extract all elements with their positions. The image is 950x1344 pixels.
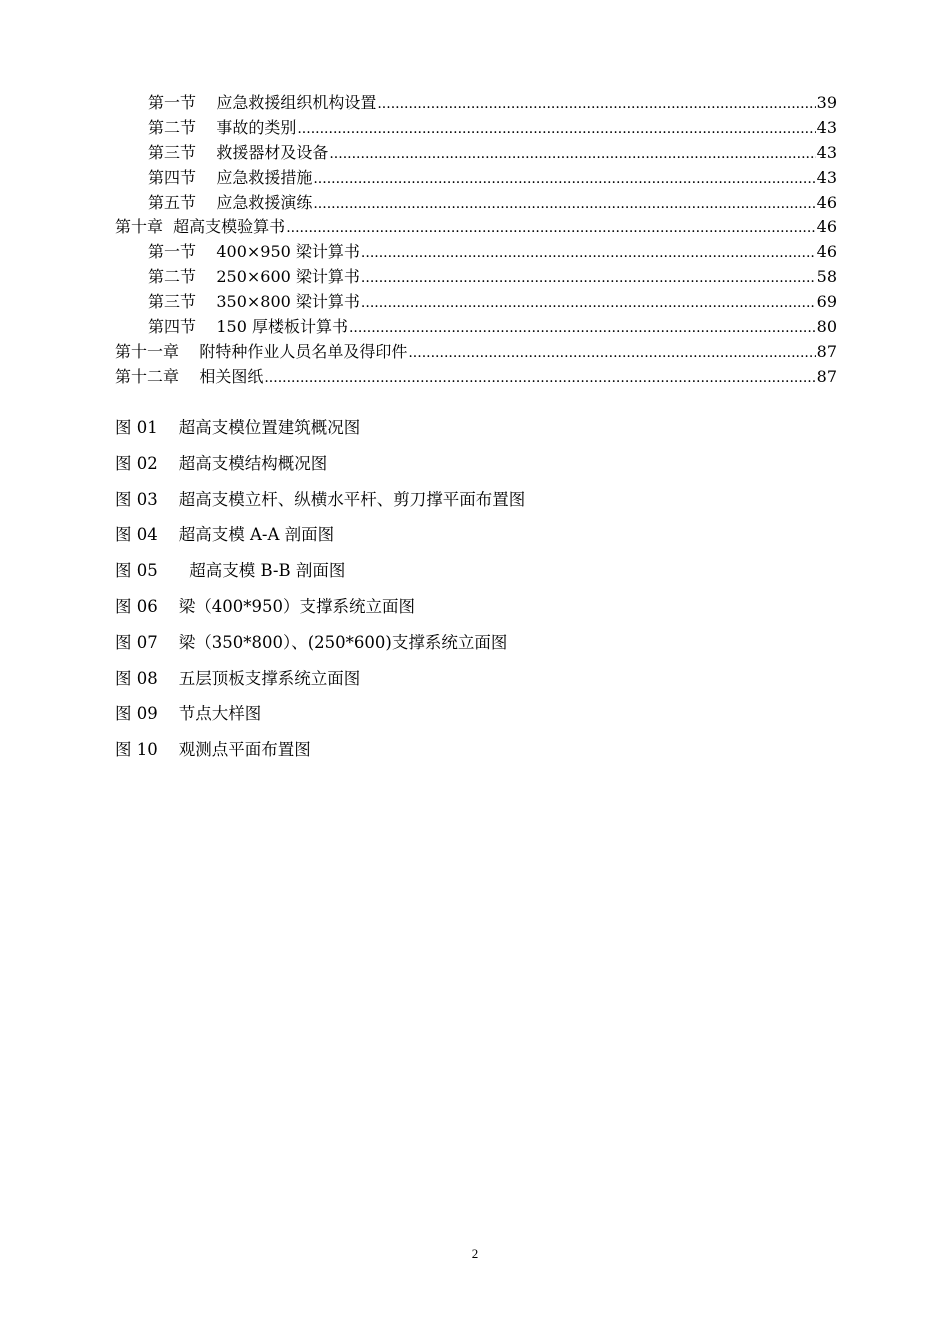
toc-entry-page: 46 xyxy=(816,192,837,212)
toc-entry[interactable] xyxy=(115,365,837,390)
toc-entry[interactable] xyxy=(115,340,837,365)
figure-entry: 图 03 超高支模立杆、纵横水平杆、剪刀撑平面布置图 xyxy=(115,489,526,509)
figure-entry: 图 10 观测点平面布置图 xyxy=(115,740,311,760)
toc-entry-page: 58 xyxy=(816,267,837,287)
toc-entry-label: 第十二章 相关图纸 xyxy=(115,366,264,386)
toc-entry-label: 第十章 超高支模验算书 xyxy=(115,217,286,237)
toc-leader xyxy=(361,240,816,266)
toc-entry-label: 第三节 救援器材及设备 xyxy=(148,142,329,162)
toc-entry-page: 69 xyxy=(816,292,837,312)
figure-entry: 图 02 超高支模结构概况图 xyxy=(115,453,328,473)
toc-entry[interactable] xyxy=(115,166,837,191)
toc-leader xyxy=(313,191,815,217)
figure-list xyxy=(115,415,525,773)
toc-entry-label: 第二节 250×600 梁计算书 xyxy=(148,267,360,287)
toc-leader xyxy=(361,265,816,291)
toc-entry-label: 第一节 400×950 梁计算书 xyxy=(148,242,360,262)
toc-entry-label: 第十一章 附特种作业人员名单及得印件 xyxy=(115,341,408,361)
toc-leader xyxy=(408,340,815,366)
toc-leader xyxy=(264,365,815,391)
toc-entry-page: 39 xyxy=(816,93,837,112)
toc-entry[interactable] xyxy=(115,141,837,166)
toc-entry[interactable] xyxy=(115,290,837,315)
figure-entry: 图 05 超高支模 B-B 剖面图 xyxy=(115,561,346,581)
figure-entry: 图 06 梁（400*950）支撑系统立面图 xyxy=(115,596,415,616)
toc-entry-page: 43 xyxy=(816,142,837,162)
figure-entry: 图 04 超高支模 A-A 剖面图 xyxy=(115,525,335,545)
toc-entry-label: 第五节 应急救援演练 xyxy=(148,192,313,212)
toc-entry[interactable] xyxy=(115,240,837,265)
toc-entry[interactable] xyxy=(115,215,837,240)
toc-leader xyxy=(377,91,815,117)
table-of-contents xyxy=(115,91,837,390)
toc-entry-label: 第二节 事故的类别 xyxy=(148,117,297,137)
page-number: 2 xyxy=(471,1246,479,1261)
toc-entry-page: 46 xyxy=(816,217,837,237)
toc-entry-page: 80 xyxy=(816,317,837,337)
toc-entry-page: 43 xyxy=(816,167,837,187)
toc-entry-page: 46 xyxy=(816,242,837,262)
toc-entry[interactable] xyxy=(115,116,837,141)
toc-entry-page: 43 xyxy=(816,117,837,137)
toc-leader xyxy=(286,215,815,241)
figure-entry: 图 01 超高支模位置建筑概况图 xyxy=(115,418,361,437)
figure-entry: 图 09 节点大样图 xyxy=(115,704,262,724)
figure-entry: 图 07 梁（350*800）、(250*600)支撑系统立面图 xyxy=(115,632,508,652)
toc-leader xyxy=(349,315,816,341)
toc-leader xyxy=(297,116,815,142)
toc-entry-label: 第四节 150 厚楼板计算书 xyxy=(148,317,348,337)
toc-entry[interactable] xyxy=(115,91,837,116)
toc-leader xyxy=(329,141,815,167)
toc-entry[interactable] xyxy=(115,315,837,340)
toc-entry-label: 第一节 应急救援组织机构设置 xyxy=(148,93,377,112)
toc-entry[interactable] xyxy=(115,265,837,290)
toc-entry[interactable] xyxy=(115,191,837,216)
toc-leader xyxy=(313,166,815,192)
toc-leader xyxy=(361,290,816,316)
figure-entry: 图 08 五层顶板支撑系统立面图 xyxy=(115,668,361,688)
toc-entry-page: 87 xyxy=(816,366,837,386)
toc-entry-label: 第三节 350×800 梁计算书 xyxy=(148,292,360,312)
toc-entry-page: 87 xyxy=(816,341,837,361)
toc-entry-label: 第四节 应急救援措施 xyxy=(148,167,313,187)
